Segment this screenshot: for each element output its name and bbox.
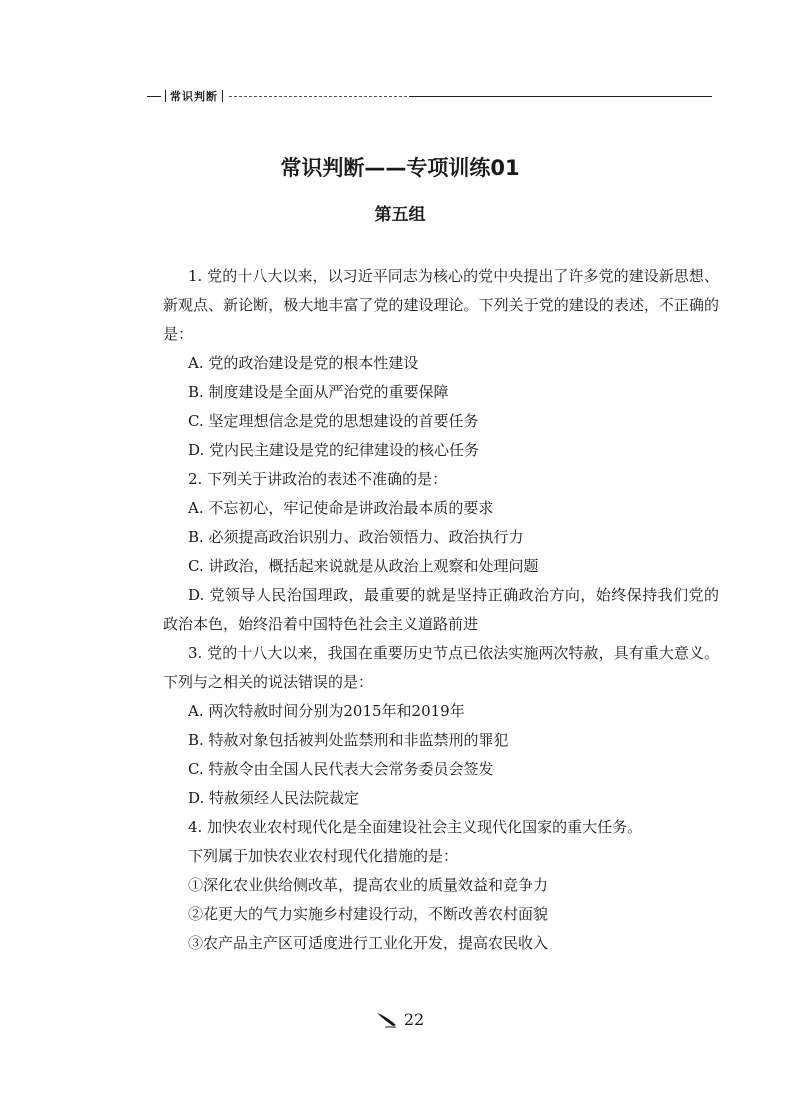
q3-option-a: A. 两次特赦时间分别为2015年和2019年 [188, 702, 465, 720]
page-title: 常识判断——专项训练01 [280, 156, 520, 180]
page-footer [0, 1010, 800, 1029]
q2-option-c: C. 讲政治，概括起来说就是从政治上观察和处理问题 [188, 557, 539, 575]
header-section-title: 常识判断 [170, 90, 218, 103]
running-header [147, 86, 712, 106]
q2-option-d-line-1: D. 党领导人民治国理政，最重要的就是坚持正确政治方向，始终保持我们党的 [188, 586, 719, 604]
q1-stem-line-3: 是： [163, 325, 194, 343]
q4-item-2: ②花更大的气力实施乡村建设行动，不断改善农村面貌 [188, 905, 549, 923]
q4-item-1: ①深化农业供给侧改革，提高农业的质量效益和竞争力 [188, 876, 549, 894]
q2-option-a: A. 不忘初心，牢记使命是讲政治最本质的要求 [188, 499, 494, 517]
q2-option-d-line-2: 政治本色，始终沿着中国特色社会主义道路前进 [163, 615, 479, 633]
q3-option-c: C. 特赦令由全国人民代表大会常务委员会签发 [188, 760, 494, 778]
quill-icon [376, 1012, 398, 1028]
q1-option-d: D. 党内民主建设是党的纪律建设的核心任务 [188, 441, 480, 459]
q3-stem-line-2: 下列与之相关的说法错误的是： [163, 673, 374, 691]
q3-option-d: D. 特赦须经人民法院裁定 [188, 789, 360, 807]
q4-item-3: ③农产品主产区可适度进行工业化开发，提高农民收入 [188, 934, 549, 952]
q1-option-a: A. 党的政治建设是党的根本性建设 [188, 354, 419, 372]
question-content [163, 262, 719, 958]
header-bar-right [222, 90, 223, 102]
page-number: 22 [403, 1010, 425, 1029]
q1-stem-line-2: 新观点、新论断，极大地丰富了党的建设理论。下列关于党的建设的表述，不正确的 [163, 296, 719, 314]
q1-option-c: C. 坚定理想信念是党的思想建设的首要任务 [188, 412, 479, 430]
q3-stem-line-1: 3. 党的十八大以来，我国在重要历史节点已依法实施两次特赦，具有重大意义。 [188, 644, 719, 662]
header-rule-left [147, 96, 161, 97]
q2-stem: 2. 下列关于讲政治的表述不准确的是： [188, 470, 448, 488]
group-title: 第五组 [374, 205, 426, 225]
q1-option-b: B. 制度建设是全面从严治党的重要保障 [188, 383, 449, 401]
header-bar-left [165, 90, 166, 102]
q4-stem-line-2: 下列属于加快农业农村现代化措施的是： [188, 847, 459, 865]
q3-option-b: B. 特赦对象包括被判处监禁刑和非监禁刑的罪犯 [188, 731, 509, 749]
q4-stem-line-1: 4. 加快农业农村现代化是全面建设社会主义现代化国家的重大任务。 [188, 818, 643, 836]
header-rule-right [229, 96, 712, 97]
q2-option-b: B. 必须提高政治识别力、政治领悟力、政治执行力 [188, 528, 524, 546]
q1-stem-line-1: 1. 党的十八大以来，以习近平同志为核心的党中央提出了许多党的建设新思想、 [188, 267, 719, 285]
